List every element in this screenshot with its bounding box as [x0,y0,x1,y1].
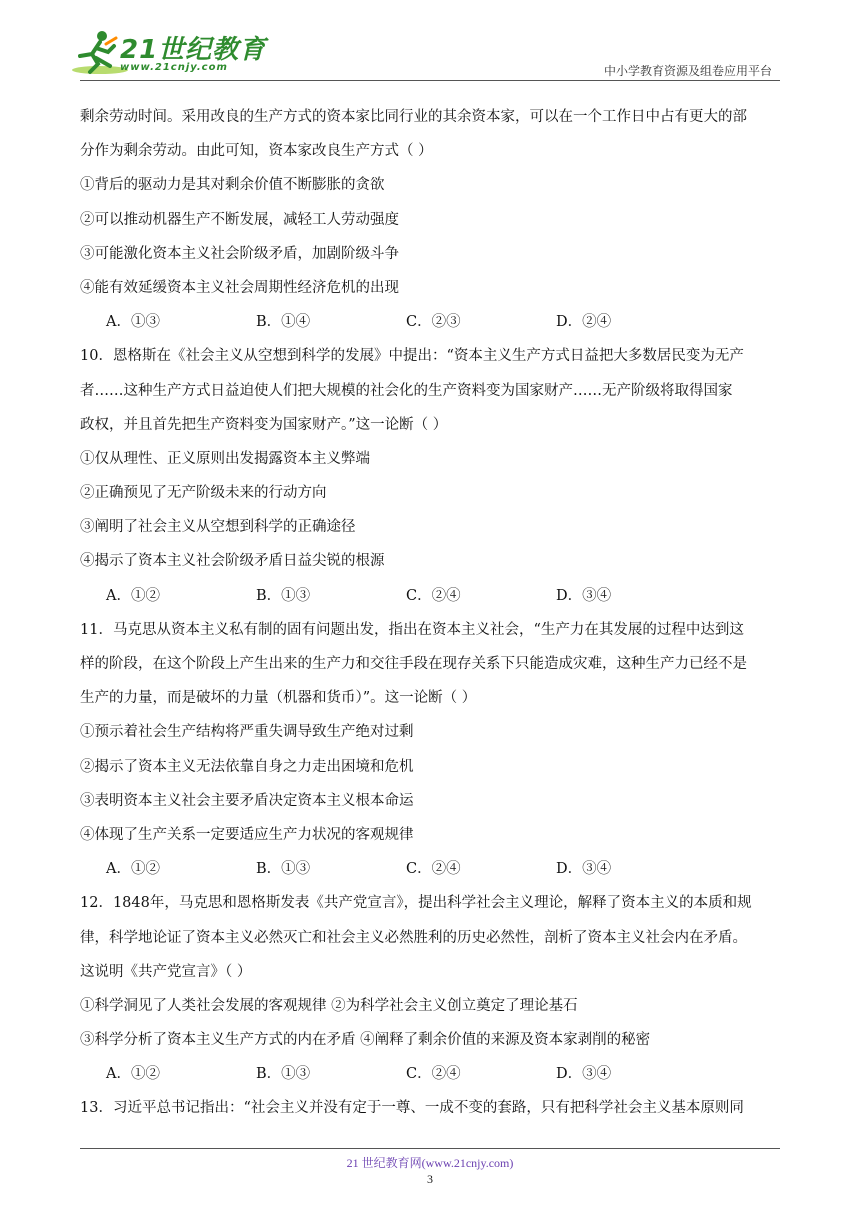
answer-options [80,1057,780,1091]
text-line: 生产的力量，而是破坏的力量（机器和货币）”。这一论断（ ） [80,690,477,707]
text-line: ③科学分析了资本主义生产方式的内在矛盾 ④阐释了剩余价值的来源及资本家剥削的秘密 [80,1032,651,1049]
logo-text: 21世纪教育 [120,35,267,65]
text-line: 政权，并且首先把生产资料变为国家财产。”这一论断（ ） [80,416,448,433]
text-line: ①仅从理性、正义原则出发揭露资本主义弊端 [80,450,370,467]
text-line: ③阐明了社会主义从空想到科学的正确途径 [80,519,356,536]
answer-option: B．①③ [256,1066,311,1083]
text-line: 律，科学地论证了资本主义必然灭亡和社会主义必然胜利的历史必然性，剖析了资本主义社会内在矛盾。 [80,929,747,946]
text-line: ②可以推动机器生产不断发展，减轻工人劳动强度 [80,211,399,228]
text-line: ①预示着社会生产结构将严重失调导致生产绝对过剩 [80,724,414,741]
answer-options [80,305,780,339]
answer-option: D．②④ [556,314,612,331]
text-line: ①背后的驱动力是其对剩余价值不断膨胀的贪欲 [80,177,385,194]
answer-option: C．②④ [406,1066,461,1083]
document-body [80,100,780,1126]
answer-option: B．①④ [256,314,311,331]
footer-divider [80,1148,780,1149]
answer-option: B．①③ [256,587,311,604]
answer-option: A．①② [106,861,160,878]
text-line: 13．习近平总书记指出：“社会主义并没有定于一尊、一成不变的套路，只有把科学社会主义基本原则同 [80,1100,744,1117]
text-line: 剩余劳动时间。采用改良的生产方式的资本家比同行业的其余资本家，可以在一个工作日中占有更大的部 [80,109,747,125]
answer-option: A．①③ [106,314,160,331]
header-divider [80,80,780,81]
answer-option: D．③④ [556,1066,612,1083]
text-line: 这说明《共产党宣言》（ ） [80,963,252,980]
answer-option: C．②③ [406,314,461,331]
answer-options [80,852,780,886]
header-platform-title: 中小学教育资源及组卷应用平台 [603,64,772,78]
text-line: 11．马克思从资本主义私有制的固有问题出发，指出在资本主义社会，“生产力在其发展的过程中达到这 [80,621,744,638]
text-line: ④能有效延缓资本主义社会周期性经济危机的出现 [80,279,399,296]
page-number: 3 [427,1172,433,1186]
text-line: 样的阶段，在这个阶段上产生出来的生产力和交往手段在现存关系下只能造成灾难，这种生产力已经不是 [80,656,747,672]
answer-option: B．①③ [256,861,311,878]
page-header [0,0,860,90]
text-line: ②正确预见了无产阶级未来的行动方向 [80,485,327,502]
answer-options [80,579,780,613]
text-line: ④揭示了资本主义社会阶级矛盾日益尖锐的根源 [80,553,385,570]
text-line: 10．恩格斯在《社会主义从空想到科学的发展》中提出：“资本主义生产方式日益把大多数居民变为无产 [80,348,744,365]
text-line: ③可能激化资本主义社会阶级矛盾，加剧阶级斗争 [80,245,399,262]
logo-url: www.21cnjy.com [120,62,228,73]
answer-option: A．①② [106,1066,160,1083]
text-line: ③表明资本主义社会主要矛盾决定资本主义根本命运 [80,792,414,809]
answer-option: D．③④ [556,587,612,604]
text-line: 者……这种生产方式日益迫使人们把大规模的社会化的生产资料变为国家财产……无产阶级将取得国家 [80,382,733,399]
answer-option: C．②④ [406,861,461,878]
text-line: 12．1848年，马克思和恩格斯发表《共产党宣言》，提出科学社会主义理论，解释了资本主义的本质和规 [80,895,752,912]
text-line: ②揭示了资本主义无法依靠自身之力走出困境和危机 [80,758,414,775]
answer-option: D．③④ [556,861,612,878]
text-line: ④体现了生产关系一定要适应生产力状况的客观规律 [80,826,414,843]
answer-option: A．①② [106,587,160,604]
text-line: ①科学洞见了人类社会发展的客观规律 ②为科学社会主义创立奠定了理论基石 [80,997,578,1014]
answer-option: C．②④ [406,587,461,604]
text-line: 分作为剩余劳动。由此可知，资本家改良生产方式（ ） [80,143,433,160]
footer-source: 21 世纪教育网(www.21cnjy.com) [346,1156,514,1170]
